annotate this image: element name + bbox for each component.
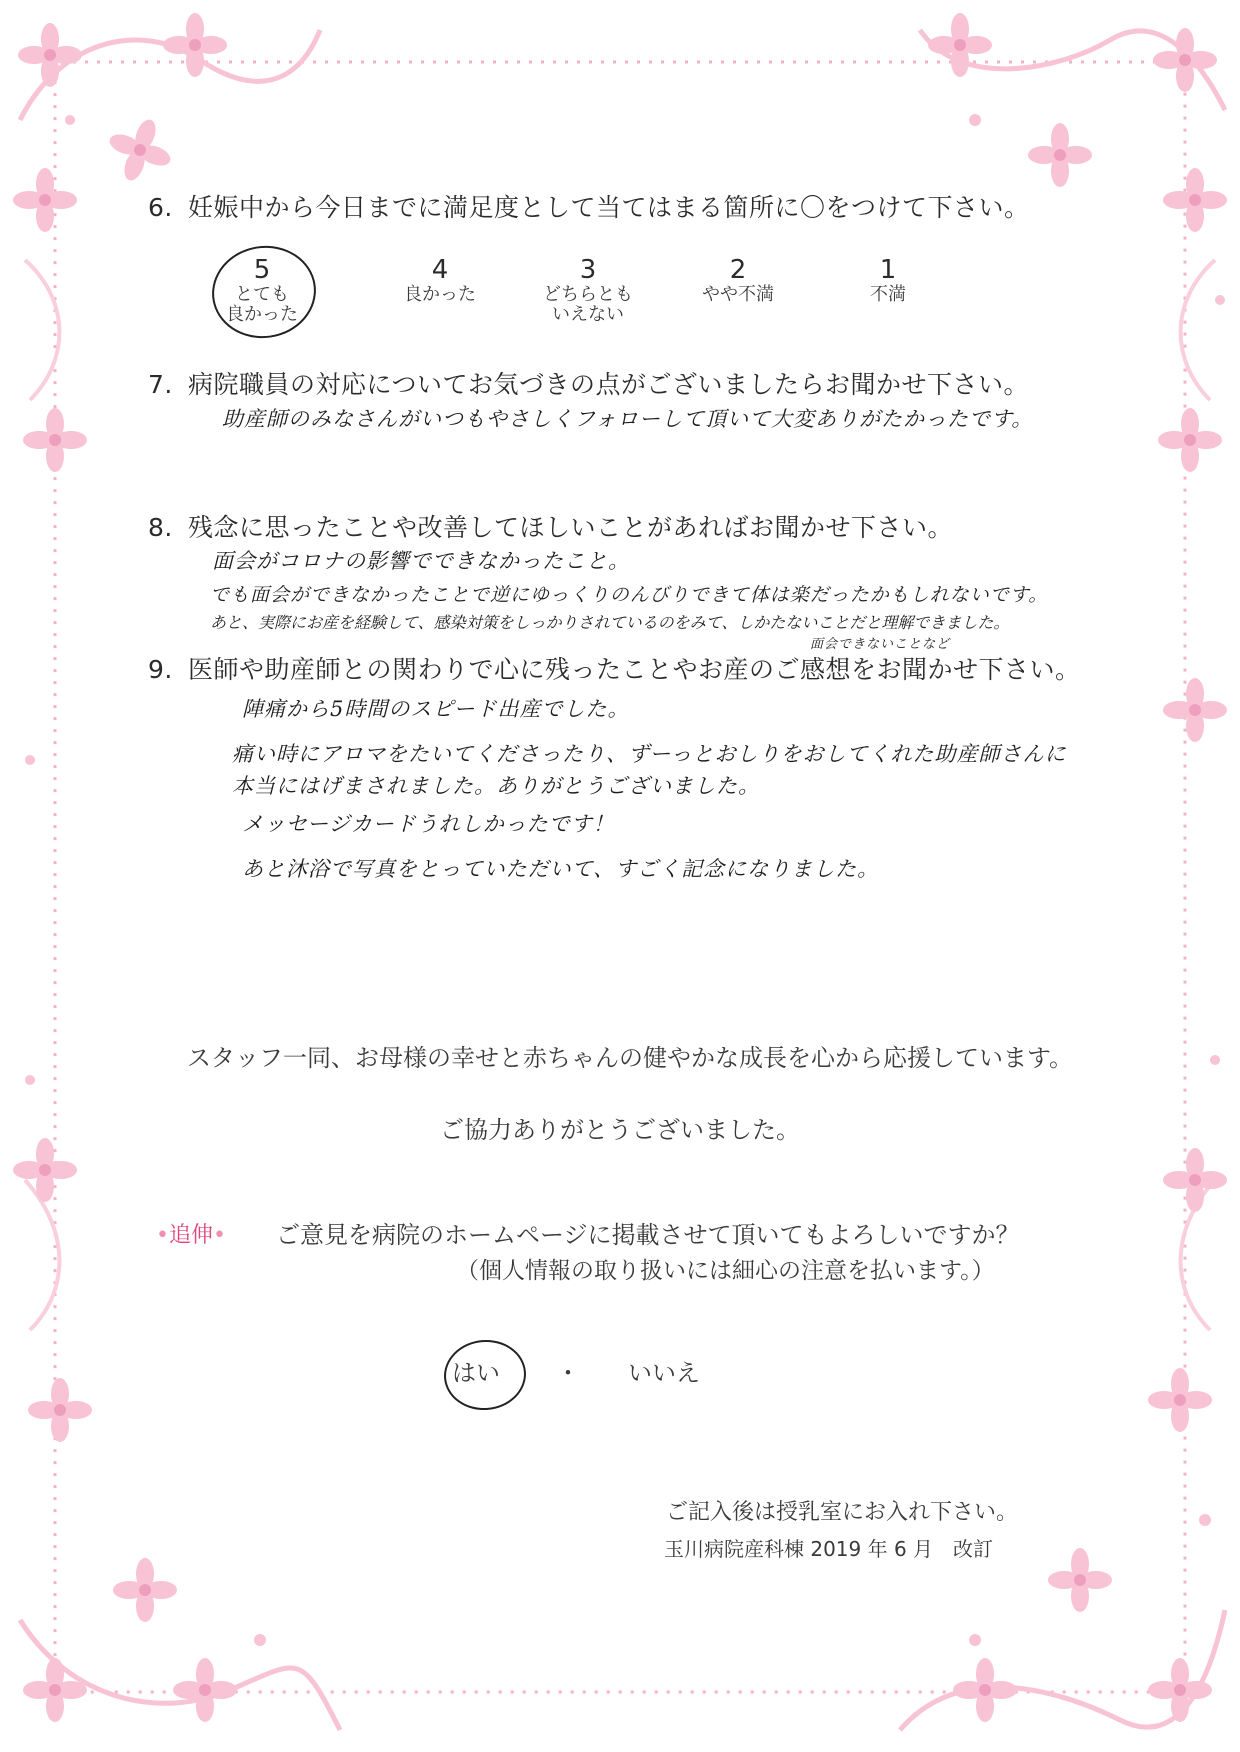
ps-question: ご意見を病院のホームページに掲載させて頂いてもよろしいですか？ [276,1221,1020,1249]
rating-value: 2 [729,255,747,285]
question-6-text: 妊娠中から今日までに満足度として当てはまる箇所に〇をつけて下さい。 [188,193,1030,222]
rating-value: 5 [253,255,271,285]
question-8 [148,508,953,544]
question-9-text: 医師や助産師との関わりで心に残ったことやお産のご感想をお聞かせ下さい。 [188,655,1081,684]
rating-option-1[interactable] [828,255,948,305]
ps-tag [156,1218,226,1249]
question-9-number: 9. [148,655,173,684]
question-6 [148,188,1030,224]
question-7-number: 7. [148,370,173,399]
question-9 [148,650,1081,686]
question-8-answer-line: あと、実際にお産を経験して、感染対策をしっかりされているのをみて、しかたないことだと理解できました。 [210,613,1010,632]
rating-label-line2: 良かった [226,304,298,325]
rating-label-line1: 良かった [404,284,476,305]
question-8-answer-insert: 面会できないことなど [810,637,951,652]
rating-value: 1 [879,255,897,285]
footer-revision: 玉川病院産科棟 2019 年 6 月 改訂 [664,1537,994,1561]
yes-option[interactable]: はい [452,1359,500,1387]
question-9-answer-line: メッセージカードうれしかったです！ [242,812,615,836]
rating-label-line1: やや不満 [702,284,774,305]
rating-label-line1: 不満 [870,284,906,305]
question-8-text: 残念に思ったことや改善してほしいことがあればお聞かせ下さい。 [188,513,954,542]
question-8-answer-line: 面会がコロナの影響でできなかったこと。 [212,549,630,573]
question-8-number: 8. [148,513,173,542]
ps-tag-label: 追伸 [168,1223,213,1248]
rating-label-line1: どちらとも [543,284,633,305]
rating-label-line1: とても [235,284,289,305]
question-9-answer-line: 本当にはげまされました。ありがとうございました。 [232,774,760,798]
ps-note: （個人情報の取り扱いには細心の注意を払います。） [456,1258,995,1284]
question-7 [148,365,1029,401]
rating-option-3[interactable] [528,255,648,325]
rating-option-2[interactable] [678,255,798,305]
bullet-icon: • [213,1223,226,1248]
rating-option-4[interactable] [380,255,500,305]
rating-value: 3 [579,255,597,285]
question-8-answer-line: でも面会ができなかったことで逆にゆっくりのんびりできて体は楽だったかもしれないです。 [210,584,1049,606]
question-6-number: 6. [148,193,173,222]
question-7-answer: 助産師のみなさんがいつもやさしくフォローして頂いて大変ありがたかったです。 [222,407,1034,431]
thanks-message: ご協力ありがとうございました。 [440,1116,800,1144]
footer-instruction: ご記入後は授乳室にお入れ下さい。 [666,1500,1019,1525]
no-option[interactable]: いいえ [628,1359,700,1387]
closing-message: スタッフ一同、お母様の幸せと赤ちゃんの健やかな成長を心から応援しています。 [186,1044,1074,1072]
bullet-icon: • [156,1223,169,1248]
question-9-answer-line: 陣痛から5時間のスピード出産でした。 [242,697,630,721]
question-7-text: 病院職員の対応についてお気づきの点がございましたらお聞かせ下さい。 [188,370,1030,399]
question-9-answer-line: あと沐浴で写真をとっていただいて、すごく記念になりました。 [242,857,880,881]
question-9-answer-line: 痛い時にアロマをたいてくださったり、ずーっとおしりをおしてくれた助産師さんに [232,742,1067,766]
rating-value: 4 [431,255,449,285]
option-separator: ・ [556,1359,580,1387]
rating-label-line2: いえない [552,304,624,325]
